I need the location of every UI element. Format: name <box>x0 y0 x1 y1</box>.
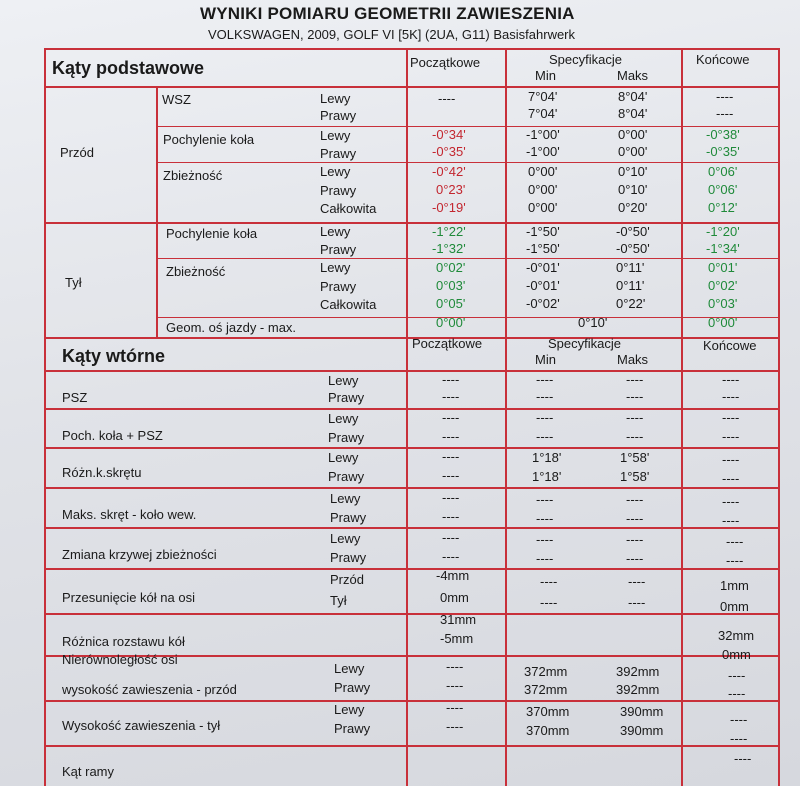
side-label: Prawy <box>330 510 367 525</box>
max-value: 0°00' <box>618 127 648 142</box>
min-value: 0°00' <box>528 164 558 179</box>
col-spec-header: Specyfikacje <box>548 336 621 351</box>
initial-value: ---- <box>442 429 460 444</box>
final-value: ---- <box>716 106 734 121</box>
max-value: 0°11' <box>616 278 645 293</box>
side-label: Prawy <box>320 183 357 198</box>
rule <box>44 337 46 786</box>
max-value: ---- <box>626 532 644 547</box>
rule <box>44 447 780 449</box>
initial-value: -5mm <box>440 631 474 646</box>
side-label: Całkowita <box>320 297 377 312</box>
side-label: Lewy <box>330 531 361 546</box>
initial-value: ---- <box>446 659 464 674</box>
col-final-header: Końcowe <box>703 338 757 353</box>
rule <box>156 258 780 259</box>
final-value: ---- <box>722 471 740 486</box>
vehicle-info: VOLKSWAGEN, 2009, GOLF VI [5K] (2UA, G11) Basisfahrwerk <box>208 27 576 42</box>
final-value: ---- <box>722 389 740 404</box>
rule <box>44 408 780 410</box>
rule <box>44 370 780 372</box>
axle-front-label: Przód <box>60 145 94 160</box>
side-label: Lewy <box>334 702 365 717</box>
final-value: ---- <box>722 372 740 387</box>
row-label-track-diff: Różnica rozstawu kół <box>62 634 185 649</box>
max-value: 390mm <box>620 723 664 738</box>
side-label: Prawy <box>334 721 371 736</box>
col-max-header: Maks <box>617 352 649 367</box>
max-value: 392mm <box>616 682 660 697</box>
group-label-wsz: WSZ <box>162 92 191 107</box>
side-label: Lewy <box>328 411 359 426</box>
final-value: 0°00' <box>708 315 738 330</box>
min-value: 0°00' <box>528 182 558 197</box>
group-label-camber-front: Pochylenie koła <box>163 132 255 147</box>
initial-value: ---- <box>446 678 464 693</box>
initial-value: -0°34' <box>432 127 466 142</box>
min-value: 1°18' <box>532 450 562 465</box>
max-value: ---- <box>628 595 646 610</box>
max-value: -0°50' <box>616 224 650 239</box>
side-label: Lewy <box>320 91 351 106</box>
initial-value: ---- <box>442 372 460 387</box>
rule <box>44 745 780 747</box>
min-value: -0°01' <box>526 260 560 275</box>
final-value: -0°35' <box>706 144 740 159</box>
initial-value: 0°03' <box>436 278 466 293</box>
col-min-header: Min <box>535 352 556 367</box>
side-label: Lewy <box>334 661 365 676</box>
rule <box>778 337 780 786</box>
final-value: ---- <box>722 494 740 509</box>
side-label: Lewy <box>330 491 361 506</box>
side-label: Prawy <box>320 279 357 294</box>
max-value: 1°58' <box>620 450 650 465</box>
final-value: 0°02' <box>708 278 738 293</box>
initial-value: ---- <box>442 410 460 425</box>
min-value: -1°50' <box>526 241 560 256</box>
row-label-axle-parallelism: Nierównoległość osi <box>62 652 178 667</box>
group-label-toe-front: Zbieżność <box>163 168 223 183</box>
final-value: -1°20' <box>706 224 740 239</box>
min-value: 370mm <box>526 723 570 738</box>
max-value: 0°10' <box>618 164 648 179</box>
final-value: 0mm <box>720 599 749 614</box>
side-label: Tył <box>330 593 347 608</box>
min-value: ---- <box>536 410 554 425</box>
min-value: 372mm <box>524 682 568 697</box>
col-initial-header: Początkowe <box>412 336 483 351</box>
initial-value: ---- <box>442 389 460 404</box>
min-value: ---- <box>536 532 554 547</box>
rule <box>156 317 780 318</box>
rule <box>505 48 507 338</box>
rule <box>156 86 158 338</box>
side-label: Prawy <box>328 469 365 484</box>
min-value: ---- <box>536 551 554 566</box>
group-label-camber-rear: Pochylenie koła <box>166 226 258 241</box>
side-label: Prawy <box>320 108 357 123</box>
max-value: ---- <box>626 389 644 404</box>
rule <box>44 48 780 50</box>
final-value: ---- <box>722 452 740 467</box>
max-value: 0°11' <box>616 260 645 275</box>
max-value: 0°00' <box>618 144 648 159</box>
min-value: ---- <box>536 372 554 387</box>
rule <box>406 337 408 786</box>
min-value: -1°00' <box>526 144 560 159</box>
max-value: 8°04' <box>618 106 648 121</box>
max-value: ---- <box>626 372 644 387</box>
final-value: ---- <box>728 686 746 701</box>
min-value: 1°18' <box>532 469 562 484</box>
initial-value: ---- <box>442 468 460 483</box>
side-label: Lewy <box>328 373 359 388</box>
geom-axis-label: Geom. oś jazdy - max. <box>166 320 297 335</box>
rule <box>505 337 507 786</box>
rule <box>681 337 683 786</box>
row-label-camber-psz: Poch. koła + PSZ <box>62 428 163 443</box>
min-value: 0°00' <box>528 200 558 215</box>
min-value: 7°04' <box>528 106 558 121</box>
final-value: ---- <box>726 553 744 568</box>
rule <box>44 568 780 570</box>
initial-value: ---- <box>446 719 464 734</box>
initial-value: -0°42' <box>432 164 466 179</box>
rule <box>778 48 780 338</box>
side-label: Lewy <box>328 450 359 465</box>
final-value: 0°06' <box>708 182 738 197</box>
rule <box>44 700 780 702</box>
max-value: 8°04' <box>618 89 648 104</box>
side-label: Lewy <box>320 260 351 275</box>
rule <box>44 222 780 224</box>
max-value: ---- <box>626 551 644 566</box>
max-value: ---- <box>626 511 644 526</box>
section-title-secondary: Kąty wtórne <box>62 346 166 366</box>
row-label-frame-angle: Kąt ramy <box>62 764 115 779</box>
row-label-max-turn: Maks. skręt - koło wew. <box>62 507 197 522</box>
initial-value: 0°00' <box>436 315 466 330</box>
final-value: -1°34' <box>706 241 740 256</box>
min-value: ---- <box>540 574 558 589</box>
col-spec-header: Specyfikacje <box>549 52 622 67</box>
final-value: ---- <box>722 513 740 528</box>
initial-value: 31mm <box>440 612 477 627</box>
final-value: 1mm <box>720 578 749 593</box>
max-value: 1°58' <box>620 469 650 484</box>
final-value: 0°01' <box>708 260 738 275</box>
max-value: 0°10' <box>618 182 648 197</box>
side-label: Lewy <box>320 224 351 239</box>
min-value: ---- <box>536 511 554 526</box>
final-value: 32mm <box>718 628 755 643</box>
rule <box>44 86 780 88</box>
initial-value: ---- <box>438 91 456 106</box>
rule <box>44 527 780 529</box>
final-value: 0°03' <box>708 296 738 311</box>
min-value: 370mm <box>526 704 570 719</box>
rule <box>156 126 780 127</box>
initial-value: -1°32' <box>432 241 466 256</box>
initial-value: -1°22' <box>432 224 466 239</box>
side-label: Prawy <box>330 550 367 565</box>
initial-value: 0°05' <box>436 296 466 311</box>
max-value: ---- <box>628 574 646 589</box>
side-label: Prawy <box>320 242 357 257</box>
min-value: ---- <box>536 429 554 444</box>
col-max-header: Maks <box>617 68 649 83</box>
side-label: Prawy <box>334 680 371 695</box>
side-label: Przód <box>330 572 364 587</box>
max-value: ---- <box>626 410 644 425</box>
rule <box>681 48 683 338</box>
final-value: ---- <box>730 731 748 746</box>
group-label-toe-rear: Zbieżność <box>166 264 226 279</box>
final-value: ---- <box>728 668 746 683</box>
final-value: ---- <box>716 89 734 104</box>
initial-value: ---- <box>446 700 464 715</box>
max-value: 392mm <box>616 664 660 679</box>
side-label: Całkowita <box>320 201 377 216</box>
row-label-height-rear: Wysokość zawieszenia - tył <box>62 718 221 733</box>
min-value: -0°02' <box>526 296 560 311</box>
min-value: ---- <box>536 389 554 404</box>
final-value: ---- <box>722 429 740 444</box>
rule <box>156 162 780 163</box>
report-title: WYNIKI POMIARU GEOMETRII ZAWIESZENIA <box>200 4 575 23</box>
section-title-primary: Kąty podstawowe <box>52 58 205 78</box>
final-value: ---- <box>726 534 744 549</box>
final-value: -0°38' <box>706 127 740 142</box>
row-label-height-front: wysokość zawieszenia - przód <box>62 682 237 697</box>
side-label: Prawy <box>320 146 357 161</box>
min-value: ---- <box>536 492 554 507</box>
side-label: Prawy <box>328 390 365 405</box>
min-value: 372mm <box>524 664 568 679</box>
initial-value: -0°35' <box>432 144 466 159</box>
initial-value: 0°02' <box>436 260 466 275</box>
spec-value: 0°10' <box>578 315 608 330</box>
final-value: ---- <box>722 410 740 425</box>
rule <box>406 48 408 338</box>
side-label: Lewy <box>320 128 351 143</box>
row-label-wheel-offset: Przesunięcie kół na osi <box>62 590 195 605</box>
final-value: 0°12' <box>708 200 738 215</box>
initial-value: 0mm <box>440 590 469 605</box>
max-value: ---- <box>626 492 644 507</box>
initial-value: ---- <box>442 549 460 564</box>
final-value: 0°06' <box>708 164 738 179</box>
max-value: 0°22' <box>616 296 646 311</box>
min-value: -1°00' <box>526 127 560 142</box>
initial-value: ---- <box>442 490 460 505</box>
initial-value: ---- <box>442 449 460 464</box>
side-label: Lewy <box>320 164 351 179</box>
initial-value: ---- <box>442 530 460 545</box>
final-value: ---- <box>734 751 752 766</box>
col-final-header: Końcowe <box>696 52 750 67</box>
rule <box>44 48 46 338</box>
max-value: 0°20' <box>618 200 648 215</box>
row-label-toe-curve: Zmiana krzywej zbieżności <box>62 547 217 562</box>
col-initial-header: Początkowe <box>410 55 481 70</box>
axle-rear-label: Tył <box>65 275 82 290</box>
min-value: ---- <box>540 595 558 610</box>
max-value: 390mm <box>620 704 664 719</box>
initial-value: ---- <box>442 509 460 524</box>
row-label-steering-diff: Różn.k.skrętu <box>62 465 142 480</box>
initial-value: -4mm <box>436 568 470 583</box>
final-value: ---- <box>730 712 748 727</box>
min-value: -0°01' <box>526 278 560 293</box>
rule <box>44 613 780 615</box>
min-value: -1°50' <box>526 224 560 239</box>
side-label: Prawy <box>328 430 365 445</box>
col-min-header: Min <box>535 68 556 83</box>
final-value: 0mm <box>722 647 751 662</box>
rule <box>44 487 780 489</box>
initial-value: 0°23' <box>436 182 466 197</box>
min-value: 7°04' <box>528 89 558 104</box>
initial-value: -0°19' <box>432 200 466 215</box>
max-value: ---- <box>626 429 644 444</box>
max-value: -0°50' <box>616 241 650 256</box>
row-label-psz: PSZ <box>62 390 88 405</box>
